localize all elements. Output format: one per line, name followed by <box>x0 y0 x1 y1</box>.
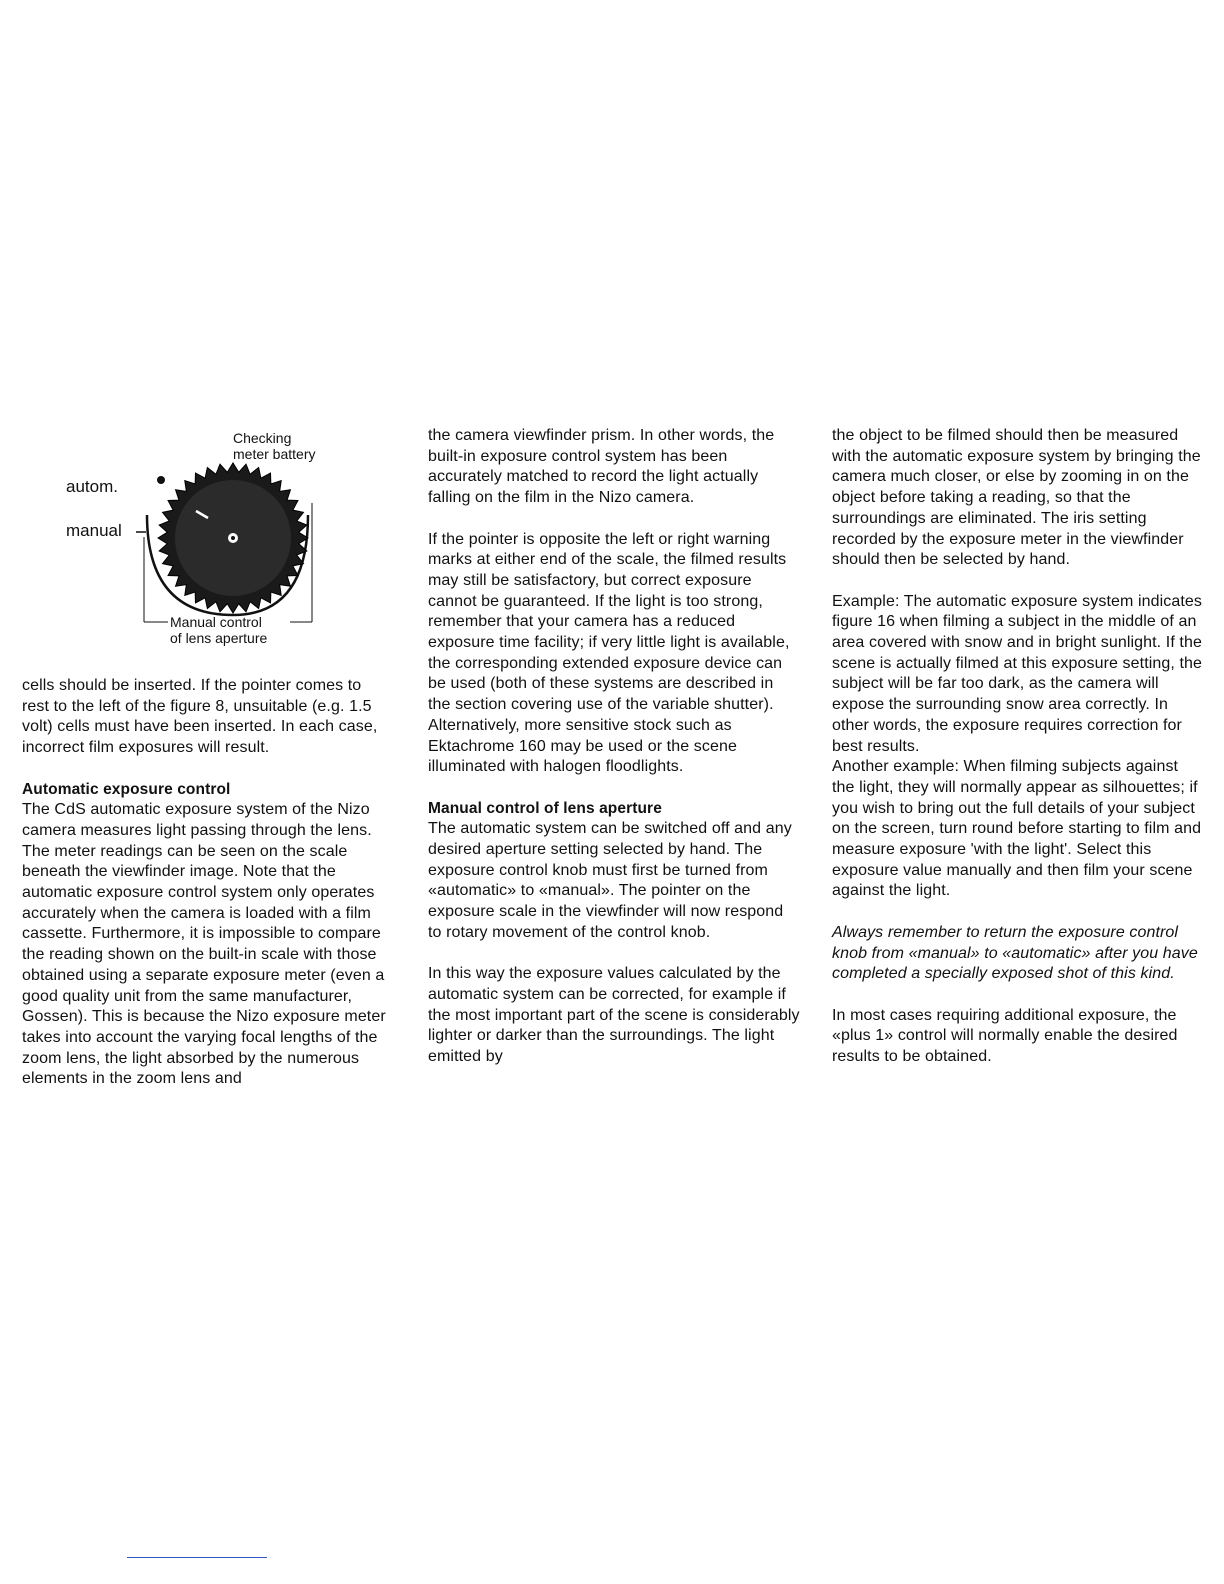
text-column-3 <box>832 426 1204 1068</box>
paragraph: If the pointer is opposite the left or right warning marks at either end of the scale, the filmed results may still be satisfactory, but correct exposure cannot be guaranteed. If the light is too strong, remember that your camera has a reduced exposure time facility; if very little light is available, the corresponding extended exposure device can be used (both of these systems are described in the section covering use of the variable shutter). Alternatively, more sensitive stock such as Ektachrome 160 may be used or the scene illuminated with halogen floodlights. <box>428 530 790 776</box>
paragraph: the object to be filmed should then be measured with the automatic exposure system by bringing the camera much closer, or else by zooming in on the object before taking a reading, so that the surroundings are eliminated. The iris setting recorded by the exposure meter in the viewfinder should then be selected by hand. <box>832 427 1201 569</box>
paragraph: cells should be inserted. If the pointer comes to rest to the left of the figure 8, unsuitable (e.g. 1.5 volt) cells must have been inserted. In each case, incorrect film exposures will result. <box>22 677 378 757</box>
figure-label-autom: autom. <box>66 477 118 496</box>
figure-label-checking: Checking meter battery <box>233 430 316 462</box>
text-column-2 <box>428 426 800 1068</box>
footer-rule <box>127 1557 267 1558</box>
section-heading-automatic-exposure: Automatic exposure control <box>22 780 231 798</box>
paragraph: Another example: When filming subjects against the light, they will normally appear as silhouettes; if you wish to bring out the full details of your subject on the screen, turn round before starting to film and measure exposure 'with the light'. Select this exposure value manually and then film your scene against the light. <box>832 758 1202 900</box>
paragraph: the camera viewfinder prism. In other words, the built-in exposure control system has been accurately matched to record the light actually falling on the film in the Nizo camera. <box>428 427 775 507</box>
figure-label-manual: manual <box>66 521 122 540</box>
exposure-knob-figure <box>50 425 370 655</box>
paragraph: Example: The automatic exposure system indicates figure 16 when filming a subject in the middle of an area covered with snow and in bright sunlight. If the scene is actually filmed at this exposure setting, the subject will be far too dark, as the camera will expose the surrounding snow area correctly. In other words, the exposure requires correction for best results. <box>832 592 1203 755</box>
section-heading-manual-control: Manual control of lens aperture <box>428 799 662 817</box>
paragraph-note: Always remember to return the exposure control knob from «manual» to «automatic» after you have completed a specially exposed shot of this kind. <box>832 923 1198 983</box>
figure-label-aperture: Manual control of lens aperture <box>170 614 268 646</box>
paragraph: In most cases requiring additional exposure, the «plus 1» control will normally enable the desired results to be obtained. <box>832 1006 1178 1066</box>
paragraph: The automatic system can be switched off and any desired aperture setting selected by hand. The exposure control knob must first be turned from «automatic» to «manual». The pointer on the exposure scale in the viewfinder will now respond to rotary movement of the control knob. <box>428 820 792 941</box>
paragraph: In this way the exposure values calculated by the automatic system can be corrected, for example if the most important part of the scene is considerably lighter or darker than the surroundings. The light emitted by <box>428 965 800 1066</box>
text-column-1 <box>22 676 392 1090</box>
paragraph: The CdS automatic exposure system of the Nizo camera measures light passing through the lens. The meter readings can be seen on the scale beneath the viewfinder image. Note that the automatic exposure control system only operates accurately when the camera is loaded with a film cassette. Furthermore, it is impossible to compare the reading shown on the built-in scale with those obtained using a separate exposure meter (even a good quality unit from the same manufacturer, Gossen). This is because the Nizo exposure meter takes into account the varying focal lengths of the zoom lens, the light absorbed by the numerous elements in the zoom lens and <box>22 801 386 1088</box>
